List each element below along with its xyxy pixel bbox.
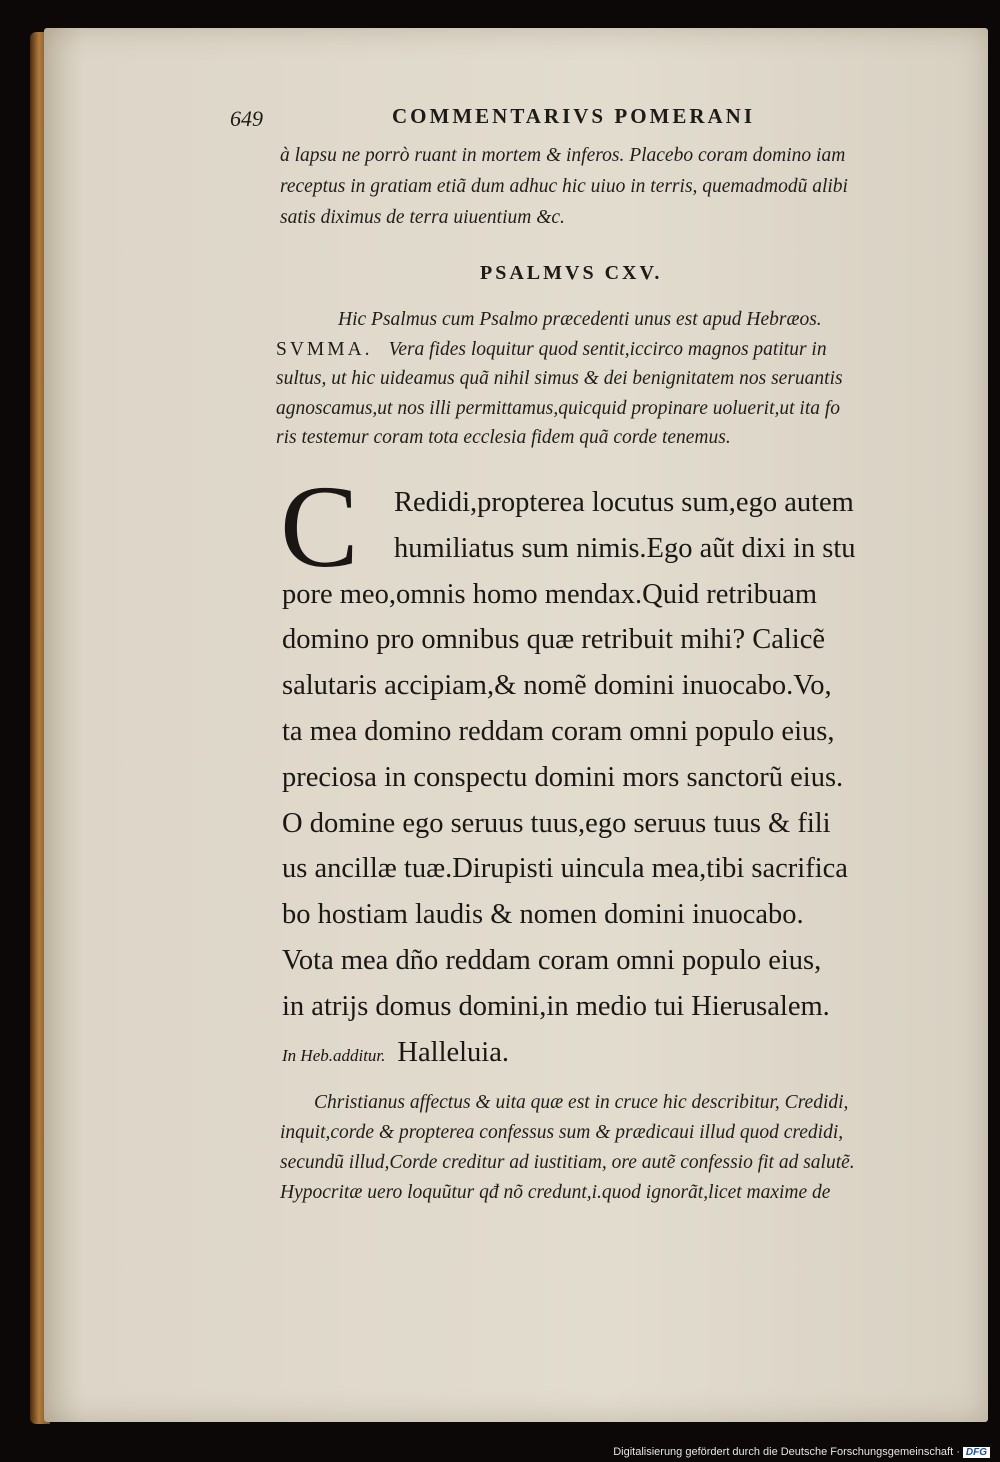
text-line: Vota mea dño reddam coram omni populo eius,: [282, 944, 822, 976]
text-line: in atrijs domus domini,in medio tui Hierusalem.: [282, 990, 830, 1022]
page-number: 649: [230, 106, 263, 131]
summa-line: [276, 335, 946, 365]
psalm-text: [282, 480, 962, 1075]
text-line: pore meo,omnis homo mendax.Quid retribuam: [282, 578, 818, 610]
text-line: Hic Psalmus cum Psalmo præcedenti unus est apud Hebræos.: [338, 309, 822, 330]
top-continuation: [280, 140, 950, 233]
text-line: satis diximus de terra uiuentium &c.: [280, 207, 565, 228]
text-line: ta mea domino reddam coram omni populo eius,: [282, 715, 835, 747]
running-head-title: COMMENTARIVS POMERANI: [392, 104, 756, 128]
text-line: sultus, ut hic uideamus quã nihil simus & dei benignitatem nos seruantis: [276, 368, 843, 389]
text-line: Christianus affectus & uita quæ est in cruce hic describitur, Credidi,: [314, 1092, 849, 1113]
text-line: à lapsu ne porrò ruant in mortem & inferos. Placebo coram domino iam: [280, 145, 846, 166]
text-line: ris testemur coram tota ecclesia fidem quã corde tenemus.: [276, 427, 731, 448]
text-line: receptus in gratiam etiã dum adhuc hic uiuo in terris, quemadmodũ alibi: [280, 176, 848, 197]
footer-text: Digitalisierung gefördert durch die Deutsche Forschungsgemeinschaft ·: [613, 1446, 960, 1458]
text-line: bo hostiam laudis & nomen domini inuocabo.: [282, 899, 804, 931]
text-line: us ancillæ tuæ.Dirupisti uincula mea,tibi sacrifica: [282, 853, 848, 885]
text-line: domino pro omnibus quæ retribuit mihi? Calicẽ: [282, 624, 826, 656]
halleluia-line: [282, 1030, 962, 1076]
marginal-note: In Heb.additur.: [282, 1045, 386, 1065]
text-line: Redidi,propterea locutus sum,ego autem: [394, 487, 854, 518]
psalm-heading: PSALMVS CXV.: [480, 262, 663, 284]
text-line: secundũ illud,Corde creditur ad iustitiam, ore autẽ confessio fit ad salutẽ.: [280, 1152, 855, 1173]
argument-block: [276, 305, 946, 453]
text-line: preciosa in conspectu domini mors sanctorũ eius.: [282, 761, 844, 793]
commentary-block: [280, 1088, 950, 1208]
running-head: [230, 104, 950, 138]
drop-cap: C: [280, 461, 359, 592]
closing-word: Halleluia.: [397, 1036, 510, 1068]
text-line: O domine ego seruus tuus,ego seruus tuus & fili: [282, 807, 831, 839]
text-line: humiliatus sum nimis.Ego aũt dixi in stu: [394, 532, 856, 564]
text-line: Hypocritæ uero loquũtur qđ nõ credunt,i.quod ignorãt,licet maxime de: [280, 1182, 831, 1203]
funding-footer: [613, 1446, 990, 1458]
text-line: inquit,corde & propterea confessus sum & prædicaui illud quod credidi,: [280, 1122, 844, 1143]
dfg-logo: DFG: [963, 1447, 990, 1458]
text-line: salutaris accipiam,& nomẽ domini inuocabo.Vo,: [282, 670, 832, 702]
text-line: Vera fides loquitur quod sentit,iccirco magnos patitur in: [388, 338, 827, 360]
text-line: agnoscamus,ut nos illi permittamus,quicquid propinare uoluerit,ut ita fo: [276, 397, 841, 419]
summa-label: SVMMA.: [276, 338, 373, 360]
